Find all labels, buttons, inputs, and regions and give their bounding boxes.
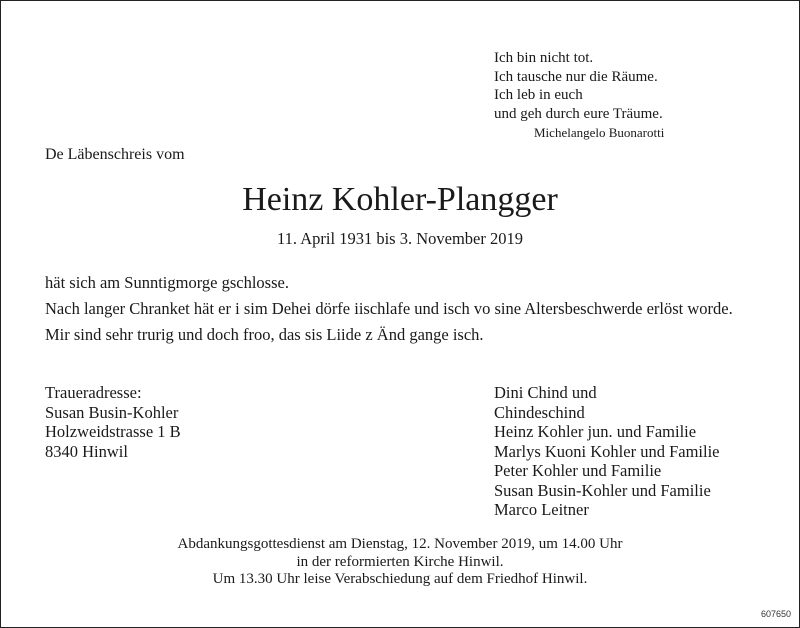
family-member: Marco Leitner: [494, 500, 589, 519]
life-dates: 11. April 1931 bis 3. November 2019: [277, 229, 523, 248]
address-line: 8340 Hinwil: [45, 441, 128, 461]
body-paragraph: Mir sind sehr trurig und doch froo, das sis Liide z Änd gange isch.: [45, 325, 484, 344]
intro-text: De Läbenschreis vom: [45, 146, 185, 163]
address-line: Susan Busin-Kohler: [45, 402, 179, 422]
deceased-name: Heinz Kohler-Plangger: [242, 181, 558, 218]
notice-body: [45, 273, 756, 351]
service-info: [0, 536, 800, 589]
poem-author: Michelangelo Buonarotti: [534, 125, 665, 140]
service-line: Um 13.30 Uhr leise Verabschiedung auf dem Friedhof Hinwil.: [212, 571, 588, 587]
family-list: [494, 383, 719, 520]
reference-number: 607650: [760, 609, 791, 619]
poem: [494, 49, 664, 141]
poem-line: Ich bin nicht tot.: [494, 50, 594, 66]
mourning-address: [45, 383, 181, 461]
body-paragraph: Nach langer Chranket hät er i sim Dehei dörfe iischlafe und isch vo sine Altersbeschwerde erlöst worde.: [45, 299, 733, 318]
poem-line: Ich leb in euch: [494, 87, 583, 103]
family-member: Susan Busin-Kohler und Familie: [494, 480, 711, 500]
family-member: Peter Kohler und Familie: [494, 461, 662, 480]
service-line: Abdankungsgottesdienst am Dienstag, 12. November 2019, um 14.00 Uhr: [177, 536, 623, 552]
address-heading: Traueradresse:: [45, 383, 142, 402]
body-paragraph: hät sich am Sunntigmorge gschlosse.: [45, 273, 289, 292]
family-member: Heinz Kohler jun. und Familie: [494, 422, 697, 441]
poem-line: Ich tausche nur die Räume.: [494, 68, 658, 85]
address-line: Holzweidstrasse 1 B: [45, 422, 181, 441]
poem-line: und geh durch eure Träume.: [494, 105, 663, 122]
family-member: Marlys Kuoni Kohler und Familie: [494, 441, 720, 461]
service-line: in der reformierten Kirche Hinwil.: [296, 553, 504, 570]
family-member: Dini Chind und: [494, 383, 597, 402]
family-member: Chindeschind: [494, 402, 585, 422]
